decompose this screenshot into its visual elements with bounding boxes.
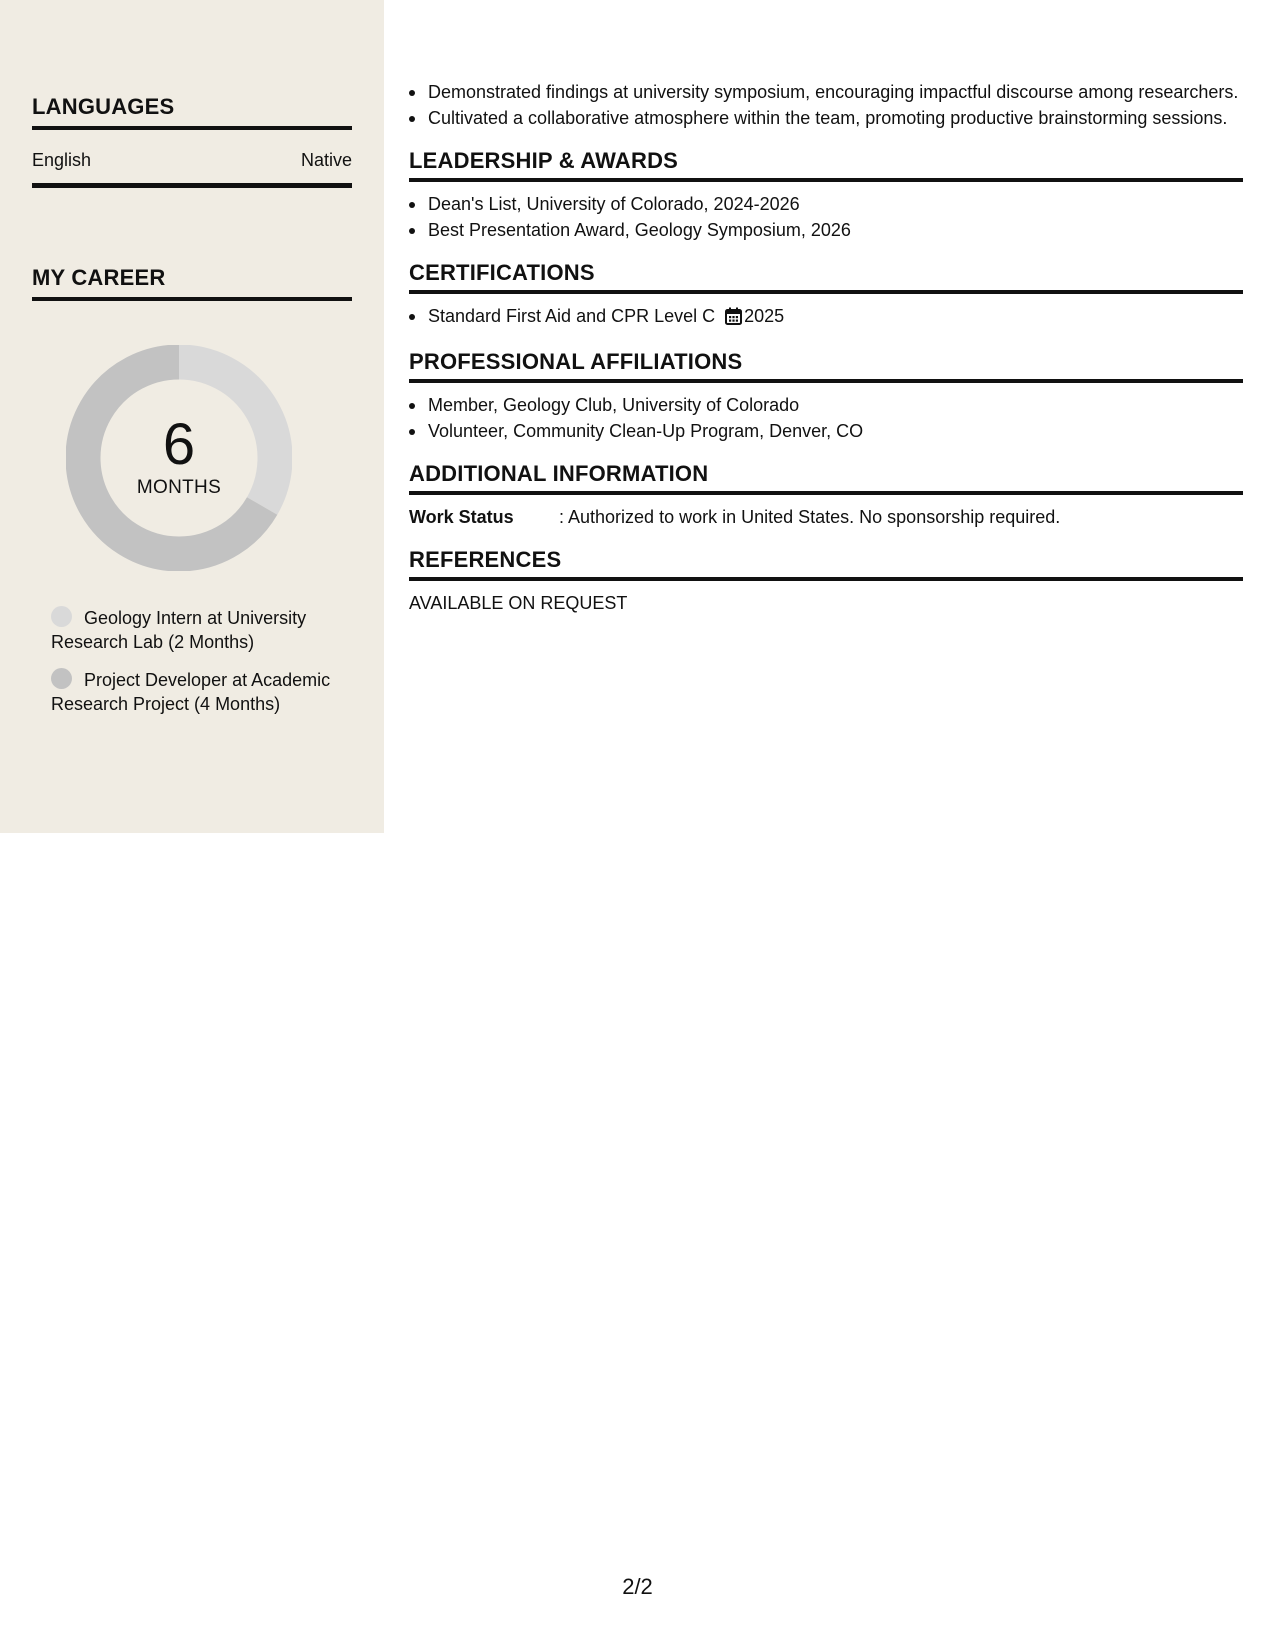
list-item: Cultivated a collaborative atmosphere within the team, promoting productive brainstorming sessions. [409,106,1243,130]
list-item [409,304,1243,331]
list-item: Member, Geology Club, University of Colorado [409,393,1243,417]
legend-label: Project Developer at Academic Research Project (4 Months) [51,670,331,714]
experience-bullets [409,80,1243,130]
calendar-icon [725,307,742,331]
references-heading: REFERENCES [409,547,1243,581]
legend-dot [51,668,72,689]
languages-heading: LANGUAGES [32,94,352,130]
list-item: Best Presentation Award, Geology Symposium, 2026 [409,218,1243,242]
work-status-value: : Authorized to work in United States. No sponsorship required. [559,507,1061,527]
certifications-list [409,304,1243,331]
career-total-value: 6 [162,412,196,477]
career-total-unit: MONTHS [136,477,222,498]
work-status-row [409,505,1243,529]
career-legend [51,606,341,730]
affiliations-list [409,393,1243,443]
leadership-list [409,192,1243,242]
legend-item [51,668,341,716]
certification-name: Standard First Aid and CPR Level C [428,306,716,326]
career-donut-chart [66,345,292,571]
certifications-heading: CERTIFICATIONS [409,260,1243,294]
certification-year: 2025 [744,306,785,326]
leadership-heading: LEADERSHIP & AWARDS [409,148,1243,182]
work-status-label: Work Status [409,507,514,527]
legend-dot [51,606,72,627]
list-item: Demonstrated findings at university symposium, encouraging impactful discourse among researchers. [409,80,1243,104]
list-item: Dean's List, University of Colorado, 2024-2026 [409,192,1243,216]
affiliations-heading: PROFESSIONAL AFFILIATIONS [409,349,1243,383]
career-heading: MY CAREER [32,265,352,301]
sidebar [0,0,384,833]
page-number: 2/2 [622,1574,653,1599]
list-item: Volunteer, Community Clean-Up Program, Denver, CO [409,419,1243,443]
legend-item [51,606,341,654]
references-text: AVAILABLE ON REQUEST [409,593,628,613]
language-row [32,150,352,188]
main-content [409,80,1243,615]
legend-label: Geology Intern at University Research Lab (2 Months) [51,608,307,652]
donut-center [66,345,292,571]
language-level: Native [300,150,352,170]
language-name: English [32,150,92,170]
additional-info-heading: ADDITIONAL INFORMATION [409,461,1243,495]
